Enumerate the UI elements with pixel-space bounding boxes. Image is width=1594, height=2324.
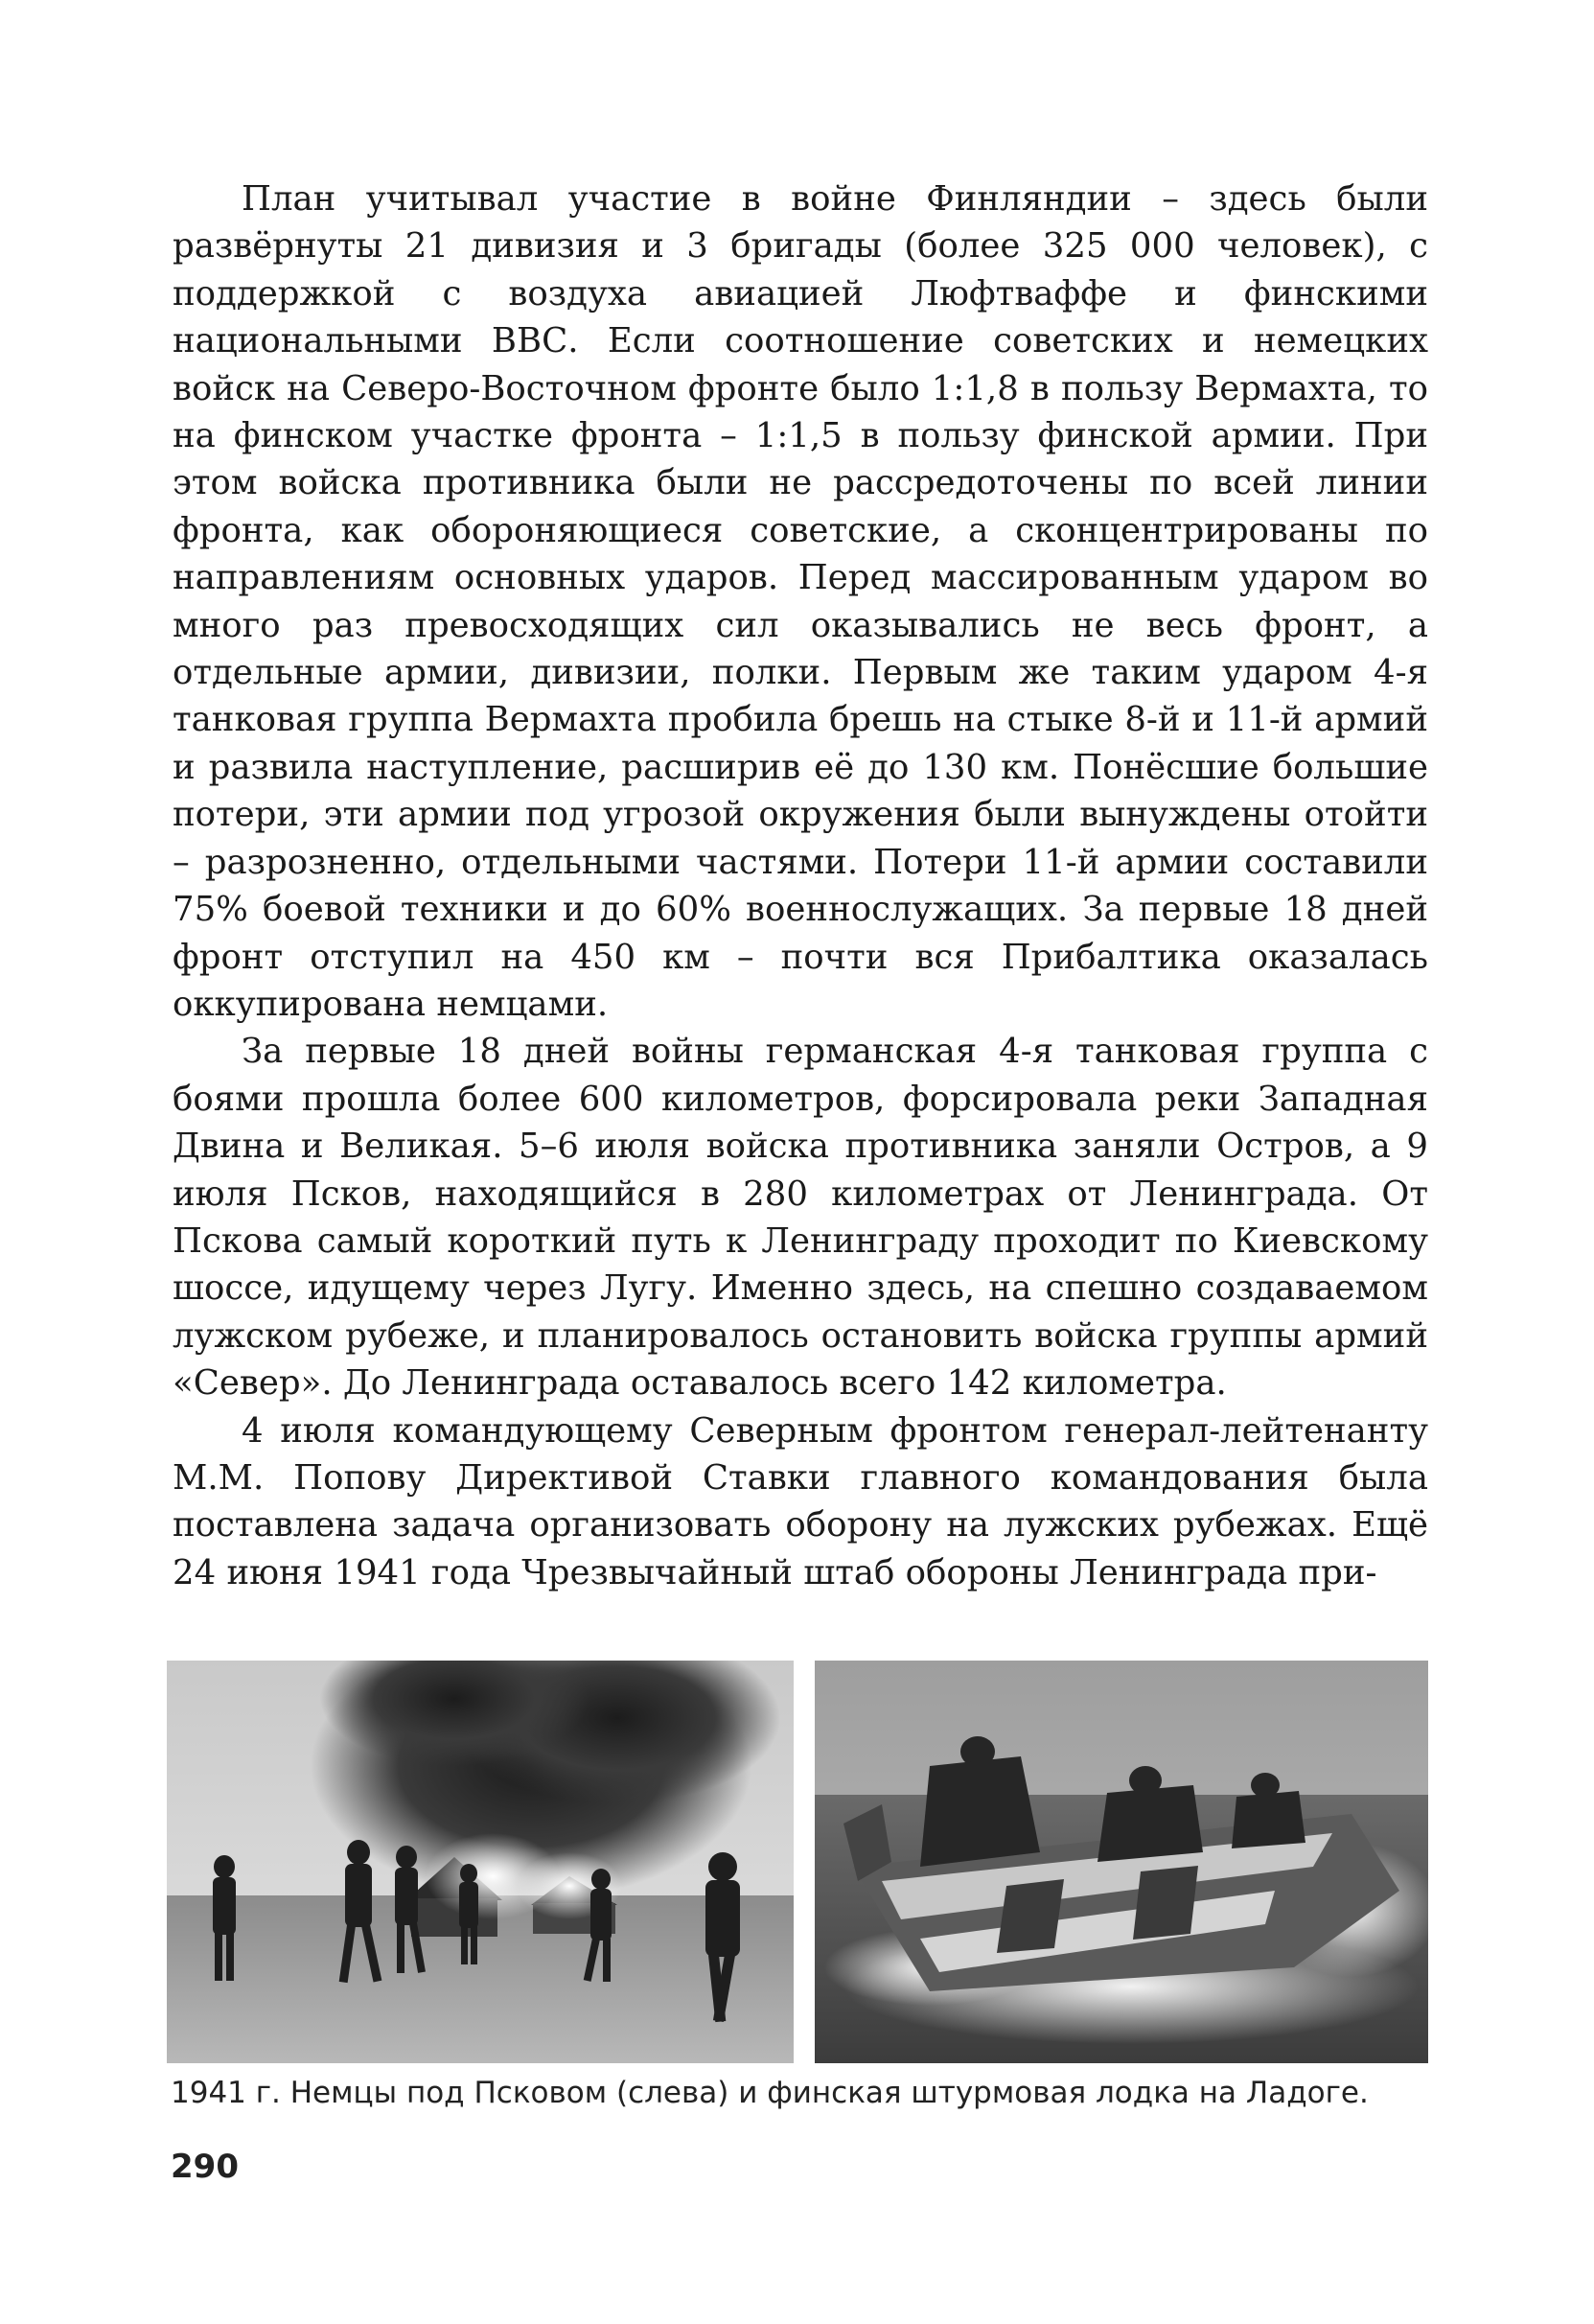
paragraph-3: 4 июля командующему Северным фронтом генерал-лейтенанту М.М. Попову Директивой Ставки главного командования была поставлена задача организовать оборону на лужских рубежах. Ещё 24 июня 1941 года Чрезвычайный штаб обороны Ленинграда при- [173, 1410, 1428, 1592]
photo-soldiers-near-pskov [167, 1661, 794, 2063]
paragraph-1: План учитывал участие в войне Финляндии – здесь были развёрнуты 21 дивизия и 3 бригады (более 325 000 человек), с поддержкой с воздуха авиацией Люфтваффе и финскими национальными ВВС. Если соотношение советских и немецких войск на Северо-Восточном фронте было 1:1,8 в пользу Вермахта, то на финском участке фронта – 1:1,5 в пользу финской армии. При этом войска противника были не рассредоточены по всей линии фронта, как обороняющиеся советские, а сконцентрированы по направлениям основных ударов. Перед массированным ударом во много раз превосходящих сил оказывались не весь фронт, а отдельные армии, дивизии, полки. Первым же таким ударом 4-я танковая группа Вермахта пробила брешь на стыке 8-й и 11-й армий и развила наступление, расширив её до 130 км. Понёсшие большие потери, эти армии под угрозой окружения были вынуждены отойти – разрозненно, отдельными частями. Потери 11-й армии составили 75% боевой техники и до 60% военнослужащих. За первые 18 дней фронт отступил на 450 км – почти вся Прибалтика оказалась оккупирована немцами. [173, 179, 1428, 1024]
photo-caption: 1941 г. Немцы под Псковом (слева) и финская штурмовая лодка на Ладоге. [171, 2076, 1369, 2110]
page-number: 290 [171, 2148, 239, 2186]
photo-row [167, 1661, 1428, 2063]
body-text [173, 175, 1428, 1596]
photo-finnish-assault-boat [815, 1661, 1428, 2063]
paragraph-2: За первые 18 дней войны германская 4-я танковая группа с боями прошла более 600 километров, форсировала реки Западная Двина и Великая. 5–6 июля войска противника заняли Остров, а 9 июля Псков, находящийся в 280 километрах от Ленинграда. От Пскова самый короткий путь к Ленинграду проходит по Киевскому шоссе, идущему через Лугу. Именно здесь, на спешно создаваемом лужском рубеже, и планировалось остановить войска группы армий «Север». До Ленинграда оставалось всего 142 километра. [173, 1032, 1428, 1404]
